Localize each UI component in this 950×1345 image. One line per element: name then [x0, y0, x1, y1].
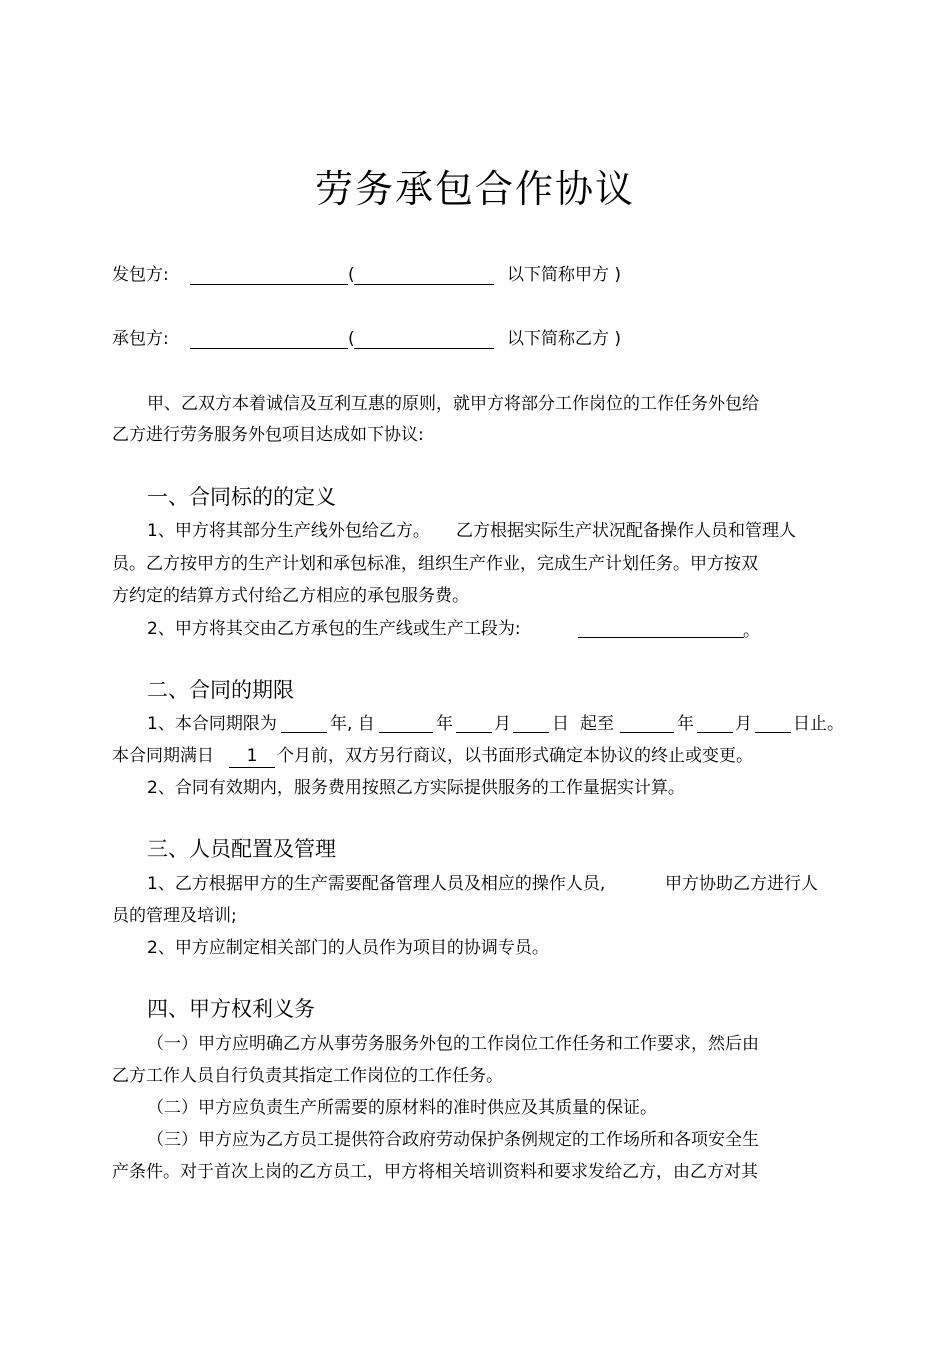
- party-b-paren: (: [348, 329, 355, 349]
- s1-p1-line1-a: 1、甲方将其部分生产线外包给乙方。: [147, 521, 430, 541]
- s1-p2-end: 。: [743, 621, 760, 641]
- section-1-heading: 一、合同标的的定义: [147, 485, 336, 509]
- s2-p1-f: 起至: [580, 714, 614, 734]
- s3-p1-a: 1、乙方根据甲方的生产需要配备管理人员及相应的操作人员,: [147, 874, 606, 894]
- s4-p3-line2: 产条件。对于首次上岗的乙方员工，甲方将相关培训资料和要求发给乙方，由乙方对其: [112, 1162, 758, 1182]
- s2-p1-c: 年: [436, 714, 453, 734]
- s2-p1-i: 日止。: [793, 714, 844, 734]
- s2-p1-e: 日: [552, 714, 569, 734]
- party-a-label: 发包方:: [112, 265, 169, 285]
- party-a-suffix: 以下简称甲方 ): [507, 265, 622, 285]
- section-4-heading: 四、甲方权利义务: [147, 997, 315, 1021]
- end-day-blank: [755, 732, 791, 733]
- s3-p1-line2: 员的管理及培训;: [112, 906, 237, 926]
- s2-p1-line2-b: 个月前，双方另行商议，以书面形式确定本协议的终止或变更。: [277, 746, 753, 766]
- s3-p2: 2、甲方应制定相关部门的人员作为项目的协调专员。: [147, 938, 549, 958]
- s1-p1-line1-b: 乙方根据实际生产状况配备操作人员和管理人: [456, 521, 796, 541]
- production-line-blank: [578, 637, 744, 638]
- party-b-label: 承包方:: [112, 329, 169, 349]
- notice-months-value: 1: [229, 745, 275, 768]
- s2-p1-d: 月: [494, 714, 511, 734]
- party-b-name-blank: [190, 348, 348, 349]
- party-b-short-blank: [354, 348, 494, 349]
- end-month-blank: [697, 732, 733, 733]
- s2-p1-a: 1、本合同期限为: [147, 714, 277, 734]
- party-a-short-blank: [354, 284, 494, 285]
- s2-p2: 2、合同有效期内，服务费用按照乙方实际提供服务的工作量据实计算。: [147, 778, 685, 798]
- s2-p1-line2-a: 本合同期满日: [112, 746, 214, 766]
- s1-p1-line3: 方约定的结算方式付给乙方相应的承包服务费。: [112, 586, 469, 606]
- party-a-name-blank: [190, 284, 348, 285]
- end-year-blank: [620, 732, 674, 733]
- s4-p1-line2: 乙方工作人员自行负责其指定工作岗位的工作任务。: [112, 1066, 503, 1086]
- s3-p1-b: 甲方协助乙方进行人: [665, 874, 818, 894]
- start-year-blank: [379, 732, 433, 733]
- section-3-heading: 三、人员配置及管理: [147, 837, 336, 861]
- s4-p1-line1: （一）甲方应明确乙方从事劳务服务外包的工作岗位工作任务和工作要求，然后由: [147, 1034, 759, 1054]
- s4-p3-line1: （三）甲方应为乙方员工提供符合政府劳动保护条例规定的工作场所和各项安全生: [147, 1130, 759, 1150]
- s4-p2: （二）甲方应负责生产所需要的原材料的准时供应及其质量的保证。: [147, 1098, 657, 1118]
- document-title: 劳务承包合作协议: [314, 167, 635, 211]
- party-b-suffix: 以下简称乙方 ): [507, 329, 622, 349]
- start-day-blank: [513, 732, 549, 733]
- intro-line-2: 乙方进行劳务服务外包项目达成如下协议:: [112, 425, 424, 445]
- s1-p1-line2: 员。乙方按甲方的生产计划和承包标准，组织生产作业，完成生产计划任务。甲方按双: [112, 554, 758, 574]
- section-2-heading: 二、合同的期限: [147, 678, 294, 702]
- intro-line-1: 甲、乙双方本着诚信及互利互惠的原则，就甲方将部分工作岗位的工作任务外包给: [147, 394, 759, 414]
- term-years-blank: [281, 732, 327, 733]
- party-a-paren: (: [348, 265, 355, 285]
- s1-p2-text: 2、甲方将其交由乙方承包的生产线或生产工段为:: [147, 619, 521, 639]
- s2-p1-b: 年, 自: [330, 714, 375, 734]
- start-month-blank: [456, 732, 492, 733]
- s2-p1-g: 年: [677, 714, 694, 734]
- s2-p1-h: 月: [735, 714, 752, 734]
